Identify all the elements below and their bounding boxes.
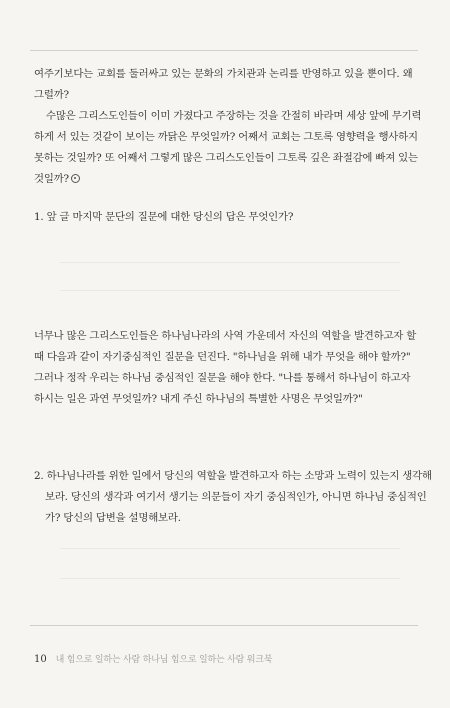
passage-line: 너무나 많은 그리스도인들은 하나님나라의 사역 가운데서 자신의 역할을 발견하고자 할 xyxy=(34,330,417,342)
question-2 xyxy=(34,466,432,529)
passage-line: 하시는 일은 과연 무엇일까? 내게 주신 하나님의 특별한 사명은 무엇일까?" xyxy=(34,393,363,405)
intro-line: 수많은 그리스도인들이 이미 가졌다고 주장하는 것을 간절히 바라며 세상 앞에 무기력 xyxy=(46,110,422,122)
intro-line: 못하는 것일까? 또 어째서 그렇게 많은 그리스도인들이 그토록 깊은 좌절감에 빠져 있는 xyxy=(34,152,418,164)
passage-line: 때 다음과 같이 자기중심적인 질문을 던진다. "하나님을 위해 내가 무엇을 해야 할까?" xyxy=(34,351,411,363)
bottom-rule xyxy=(30,625,418,626)
answer-line xyxy=(60,290,400,297)
book-title: 내 힘으로 일하는 사람 하나님 힘으로 일하는 사람 워크북 xyxy=(55,655,273,665)
answer-line xyxy=(60,548,400,555)
intro-line: 하게 서 있는 것같이 보이는 까닭은 무엇일까? 어째서 교회는 그토록 영향력을 행사하지 xyxy=(34,131,418,143)
page-footer xyxy=(34,652,272,665)
passage-paragraph xyxy=(34,326,416,410)
question-2-line: 가? 당신의 답변을 설명해보라. xyxy=(45,512,181,524)
intro-line: 그럴까? xyxy=(34,89,69,101)
passage-line: 그러나 정작 우리는 하나님 중심적인 질문을 해야 한다. "나를 통해서 하나님이 하고자 xyxy=(34,372,411,384)
circle-end-mark-icon xyxy=(71,174,80,183)
page-number: 10 xyxy=(34,654,47,665)
top-rule xyxy=(30,50,418,51)
intro-paragraph xyxy=(34,64,422,190)
intro-line: 여주기보다는 교회를 둘러싸고 있는 문화의 가치관과 논리를 반영하고 있을 뿐이다. 왜 xyxy=(34,68,413,80)
answer-line xyxy=(60,262,400,269)
question-2-line: 보라. 당신의 생각과 여기서 생기는 의문들이 자기 중심적인가, 아니면 하나님 중심적인 xyxy=(45,491,427,503)
intro-last-line xyxy=(34,169,416,190)
question-2-line: 2. 하나님나라를 위한 일에서 당신의 역할을 발견하고자 하는 소망과 노력이 있는지 생각해 xyxy=(34,470,432,482)
question-1: 1. 앞 글 마지막 문단의 질문에 대한 당신의 답은 무엇인가? xyxy=(34,211,294,223)
intro-line: 것일까? xyxy=(34,173,69,185)
answer-line xyxy=(60,578,400,585)
